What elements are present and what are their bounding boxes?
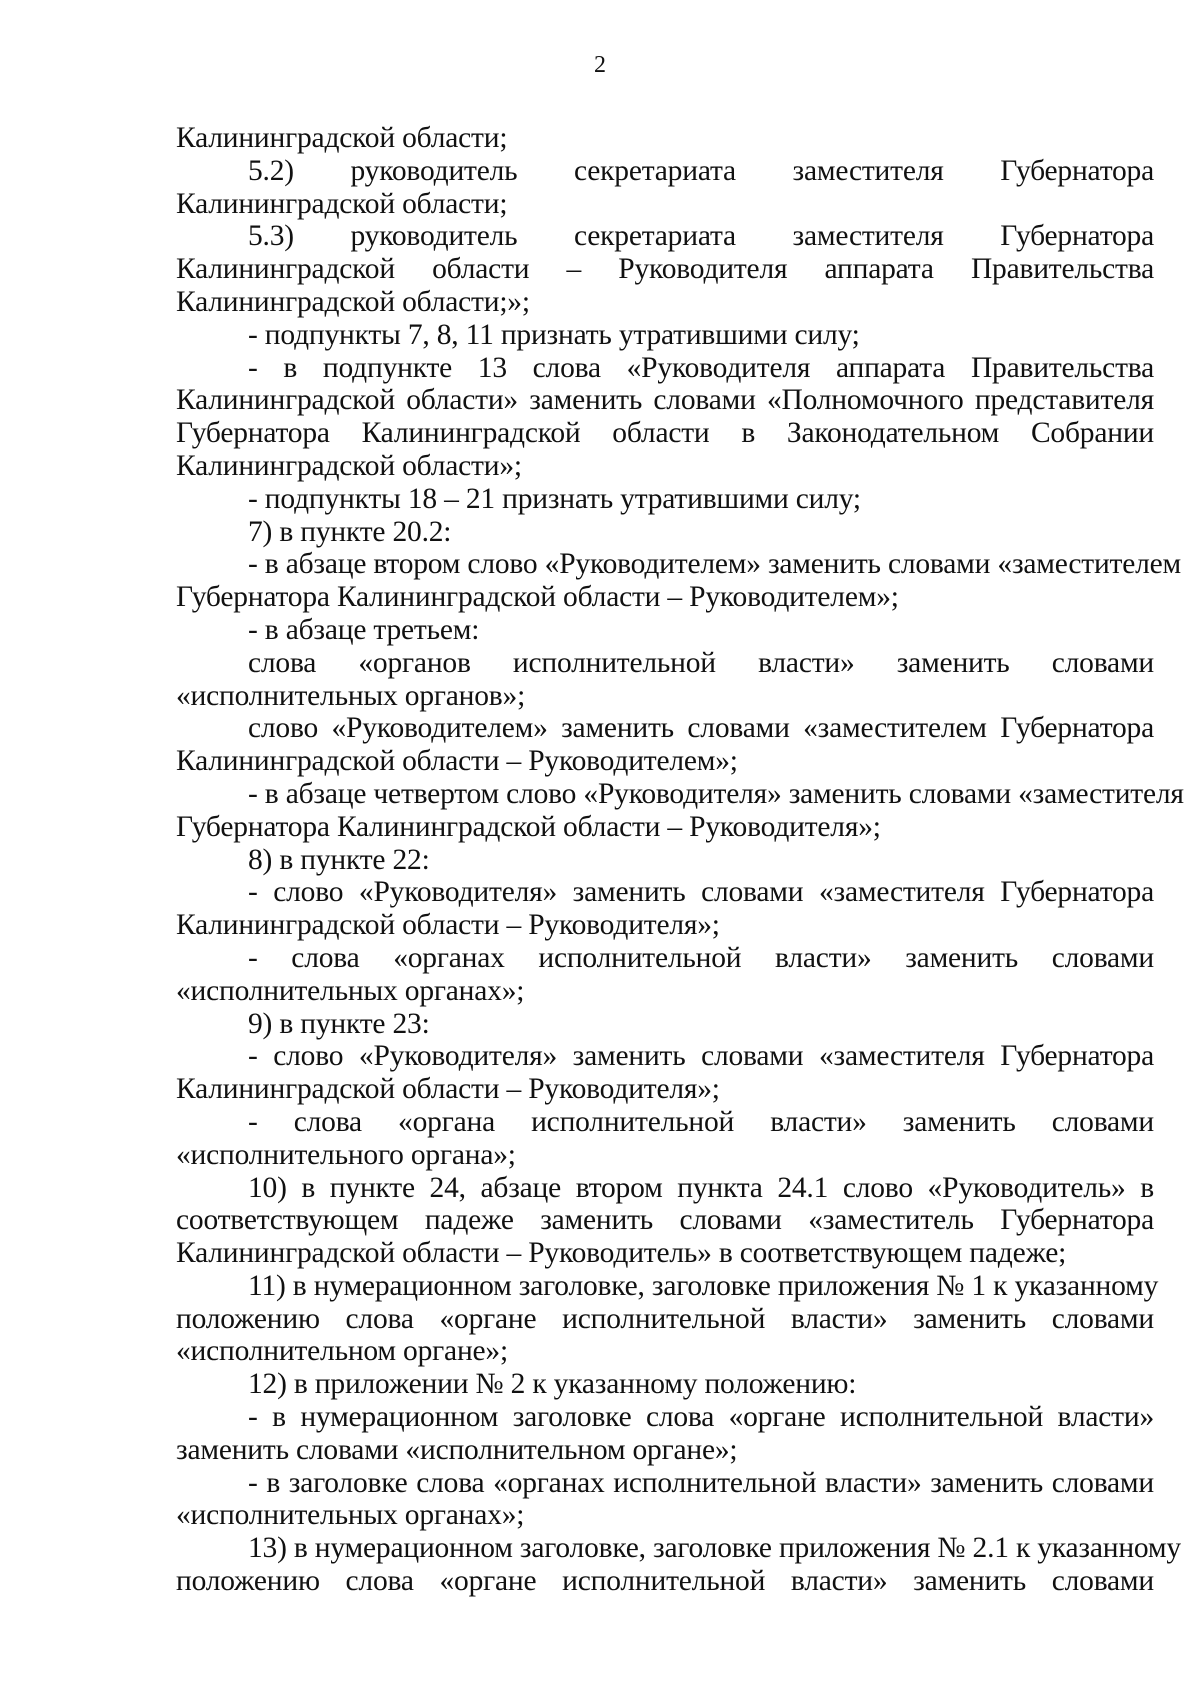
text-line: Калининградской области – Руководителя»; [176,909,720,942]
text-line: Калининградской области; [176,122,508,154]
text-line: - слово «Руководителя» заменить словами «заместителя Губернатора [248,876,1154,909]
text-line: - в абзаце четвертом слово «Руководителя» заменить словами «заместителя [248,777,1184,810]
text-line: - слова «органах исполнительной власти» заменить словами [248,941,1154,974]
text-line: слово «Руководителем» заменить словами «заместителем Губернатора [248,712,1154,745]
text-line: 10) в пункте 24, абзаце втором пункта 24.1 слово «Руководитель» в [248,1171,1154,1204]
text-line: положению слова «органе исполнительной власти» заменить словами [176,1302,1154,1335]
text-line: Калининградской области» заменить словами «Полномочного представителя [176,384,1154,417]
text-line: - в заголовке слова «органах исполнительной власти» заменить словами [248,1466,1154,1499]
text-line: Калининградской области – Руководителем»; [176,745,738,778]
text-line: - слово «Руководителя» заменить словами «заместителя Губернатора [248,1040,1154,1073]
text-line: Губернатора Калининградской области в Законодательном Собрании [176,417,1154,450]
text-line: - в подпункте 13 слова «Руководителя аппарата Правительства [248,351,1154,384]
text-line: «исполнительных органов»; [176,679,526,712]
text-line: заменить словами «исполнительном органе»; [176,1433,738,1466]
text-line: Калининградской области;»; [176,285,530,318]
text-line: положению слова «органе исполнительной власти» заменить словами [176,1565,1154,1598]
text-line: 5.3) руководитель секретариата заместителя Губернатора [248,220,1154,253]
text-line: Губернатора Калининградской области – Руководителя»; [176,810,881,843]
text-line: соответствующем падеже заменить словами «заместитель Губернатора [176,1204,1154,1237]
text-line: 8) в пункте 22: [248,843,430,876]
text-line: - слова «органа исполнительной власти» заменить словами [248,1105,1154,1138]
text-line: Калининградской области – Руководителя аппарата Правительства [176,253,1154,286]
text-line: Губернатора Калининградской области – Руководителем»; [176,581,899,614]
text-line: - подпункты 7, 8, 11 признать утратившими силу; [248,318,860,351]
text-line: 13) в нумерационном заголовке, заголовке приложения № 2.1 к указанному [248,1532,1181,1565]
text-line: «исполнительных органах»; [176,974,525,1007]
text-line: 12) в приложении № 2 к указанному положению: [248,1368,857,1401]
text-line: 11) в нумерационном заголовке, заголовке приложения № 1 к указанному [248,1269,1159,1302]
text-line: Калининградской области – Руководитель» в соответствующем падеже; [176,1237,1067,1270]
text-line: - в нумерационном заголовке слова «органе исполнительной власти» [248,1401,1154,1434]
text-line: Калининградской области»; [176,449,522,482]
text-line: 5.2) руководитель секретариата заместителя Губернатора [248,154,1154,187]
text-line: - в абзаце третьем: [248,613,480,646]
text-line: «исполнительном органе»; [176,1335,508,1368]
text-line: слова «органов исполнительной власти» заменить словами [248,646,1154,679]
document-body [176,122,1184,1598]
text-line: «исполнительного органа»; [176,1138,516,1171]
text-line: - подпункты 18 – 21 признать утратившими силу; [248,482,861,515]
text-line: Калининградской области – Руководителя»; [176,1073,720,1106]
text-line: - в абзаце втором слово «Руководителем» заменить словами «заместителем [248,548,1182,581]
text-line: «исполнительных органах»; [176,1499,525,1532]
text-line: 9) в пункте 23: [248,1007,430,1040]
page-number: 2 [594,52,606,78]
text-line: 7) в пункте 20.2: [248,515,452,548]
text-line: Калининградской области; [176,187,508,220]
